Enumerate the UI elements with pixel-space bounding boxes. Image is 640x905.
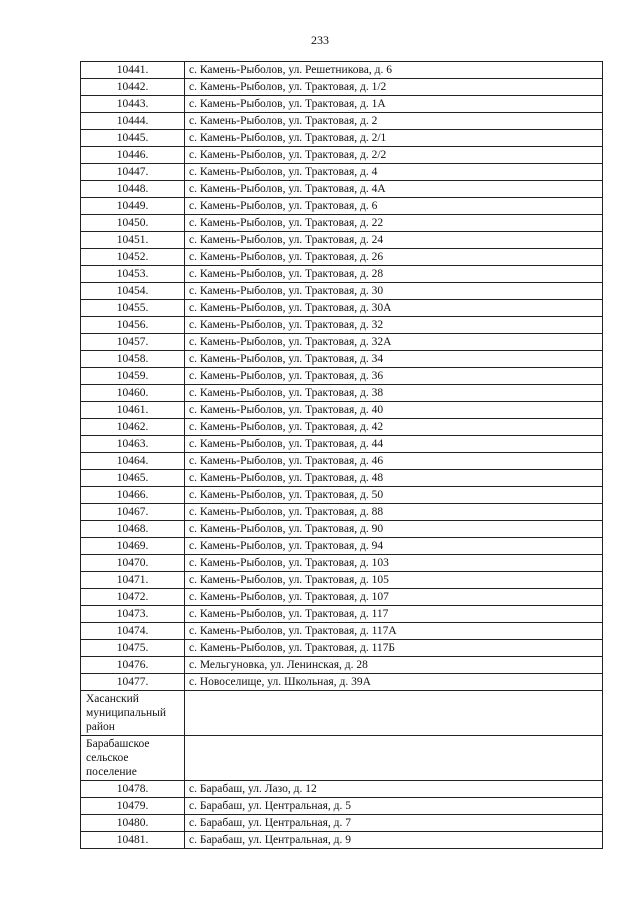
- row-number: 10441.: [81, 62, 185, 79]
- table-row: [81, 96, 603, 113]
- row-number: 10457.: [81, 334, 185, 351]
- address-cell: с. Камень-Рыболов, ул. Трактовая, д. 36: [185, 368, 603, 385]
- table-row: [81, 385, 603, 402]
- table-row: [81, 300, 603, 317]
- table-row: [81, 832, 603, 849]
- table-row: [81, 521, 603, 538]
- group-row-municipal-district: [81, 691, 603, 736]
- table-row: [81, 538, 603, 555]
- row-number: 10458.: [81, 351, 185, 368]
- row-number: 10447.: [81, 164, 185, 181]
- municipal-district-line-3: район: [86, 721, 115, 733]
- address-cell: с. Камень-Рыболов, ул. Трактовая, д. 48: [185, 470, 603, 487]
- row-number: 10468.: [81, 521, 185, 538]
- table-row: [81, 453, 603, 470]
- table-row: [81, 487, 603, 504]
- address-cell: с. Камень-Рыболов, ул. Трактовая, д. 4А: [185, 181, 603, 198]
- row-number: 10475.: [81, 640, 185, 657]
- row-number: 10470.: [81, 555, 185, 572]
- table-row: [81, 147, 603, 164]
- table-row: [81, 504, 603, 521]
- row-number: 10443.: [81, 96, 185, 113]
- settlement-label: [81, 736, 185, 781]
- address-cell: с. Камень-Рыболов, ул. Трактовая, д. 30А: [185, 300, 603, 317]
- table-row: [81, 623, 603, 640]
- address-cell: с. Камень-Рыболов, ул. Трактовая, д. 1А: [185, 96, 603, 113]
- table-row: [81, 815, 603, 832]
- table-row: [81, 798, 603, 815]
- address-cell: с. Камень-Рыболов, ул. Трактовая, д. 28: [185, 266, 603, 283]
- address-cell: с. Камень-Рыболов, ул. Трактовая, д. 46: [185, 453, 603, 470]
- row-number: 10442.: [81, 79, 185, 96]
- address-cell: с. Камень-Рыболов, ул. Трактовая, д. 117Б: [185, 640, 603, 657]
- row-number: 10481.: [81, 832, 185, 849]
- table-row: [81, 113, 603, 130]
- address-cell: с. Камень-Рыболов, ул. Трактовая, д. 32: [185, 317, 603, 334]
- table-row: [81, 368, 603, 385]
- address-cell: с. Камень-Рыболов, ул. Трактовая, д. 2: [185, 113, 603, 130]
- row-number: 10473.: [81, 606, 185, 623]
- table-row: [81, 266, 603, 283]
- municipal-district-line-2: муниципальный: [86, 707, 167, 719]
- address-cell: с. Камень-Рыболов, ул. Трактовая, д. 42: [185, 419, 603, 436]
- address-cell: с. Камень-Рыболов, ул. Трактовая, д. 103: [185, 555, 603, 572]
- table-row: [81, 164, 603, 181]
- row-number: 10463.: [81, 436, 185, 453]
- address-cell: с. Камень-Рыболов, ул. Трактовая, д. 24: [185, 232, 603, 249]
- table-row: [81, 606, 603, 623]
- address-cell: с. Камень-Рыболов, ул. Трактовая, д. 88: [185, 504, 603, 521]
- table-row: [81, 674, 603, 691]
- row-number: 10459.: [81, 368, 185, 385]
- empty-cell: [185, 691, 603, 736]
- address-cell: с. Камень-Рыболов, ул. Трактовая, д. 6: [185, 198, 603, 215]
- address-cell: с. Камень-Рыболов, ул. Трактовая, д. 117А: [185, 623, 603, 640]
- address-cell: с. Мельгуновка, ул. Ленинская, д. 28: [185, 657, 603, 674]
- table-row: [81, 351, 603, 368]
- address-cell: с. Камень-Рыболов, ул. Трактовая, д. 1/2: [185, 79, 603, 96]
- address-cell: с. Камень-Рыболов, ул. Трактовая, д. 4: [185, 164, 603, 181]
- address-cell: с. Барабаш, ул. Лазо, д. 12: [185, 781, 603, 798]
- row-number: 10478.: [81, 781, 185, 798]
- address-cell: с. Камень-Рыболов, ул. Трактовая, д. 105: [185, 572, 603, 589]
- row-number: 10466.: [81, 487, 185, 504]
- address-cell: с. Камень-Рыболов, ул. Трактовая, д. 50: [185, 487, 603, 504]
- row-number: 10472.: [81, 589, 185, 606]
- page-number: 233: [311, 33, 329, 47]
- address-cell: с. Камень-Рыболов, ул. Трактовая, д. 107: [185, 589, 603, 606]
- row-number: 10445.: [81, 130, 185, 147]
- address-cell: с. Камень-Рыболов, ул. Трактовая, д. 38: [185, 385, 603, 402]
- address-cell: с. Камень-Рыболов, ул. Трактовая, д. 94: [185, 538, 603, 555]
- address-cell: с. Камень-Рыболов, ул. Трактовая, д. 32А: [185, 334, 603, 351]
- address-cell: с. Барабаш, ул. Центральная, д. 5: [185, 798, 603, 815]
- table-row: [81, 249, 603, 266]
- row-number: 10451.: [81, 232, 185, 249]
- address-cell: с. Камень-Рыболов, ул. Трактовая, д. 34: [185, 351, 603, 368]
- table-row: [81, 317, 603, 334]
- table-row: [81, 198, 603, 215]
- row-number: 10464.: [81, 453, 185, 470]
- table-row: [81, 62, 603, 79]
- row-number: 10476.: [81, 657, 185, 674]
- table-row: [81, 402, 603, 419]
- settlement-line-1: Барабашское: [86, 738, 150, 750]
- address-registry-table: [80, 61, 603, 849]
- row-number: 10474.: [81, 623, 185, 640]
- table-row: [81, 232, 603, 249]
- registry-rows-bottom: [81, 781, 603, 849]
- registry-group-rows: [81, 691, 603, 781]
- table-row: [81, 781, 603, 798]
- address-cell: с. Камень-Рыболов, ул. Трактовая, д. 2/2: [185, 147, 603, 164]
- row-number: 10461.: [81, 402, 185, 419]
- table-row: [81, 555, 603, 572]
- settlement-line-3: поселение: [86, 766, 137, 778]
- row-number: 10480.: [81, 815, 185, 832]
- row-number: 10456.: [81, 317, 185, 334]
- table-row: [81, 640, 603, 657]
- row-number: 10465.: [81, 470, 185, 487]
- row-number: 10471.: [81, 572, 185, 589]
- row-number: 10454.: [81, 283, 185, 300]
- settlement-line-2: сельское: [86, 752, 129, 764]
- row-number: 10453.: [81, 266, 185, 283]
- address-cell: с. Камень-Рыболов, ул. Трактовая, д. 2/1: [185, 130, 603, 147]
- table-row: [81, 181, 603, 198]
- row-number: 10479.: [81, 798, 185, 815]
- address-cell: с. Камень-Рыболов, ул. Трактовая, д. 44: [185, 436, 603, 453]
- row-number: 10448.: [81, 181, 185, 198]
- table-row: [81, 79, 603, 96]
- row-number: 10460.: [81, 385, 185, 402]
- row-number: 10446.: [81, 147, 185, 164]
- row-number: 10455.: [81, 300, 185, 317]
- table-row: [81, 419, 603, 436]
- row-number: 10450.: [81, 215, 185, 232]
- address-cell: с. Камень-Рыболов, ул. Трактовая, д. 90: [185, 521, 603, 538]
- row-number: 10469.: [81, 538, 185, 555]
- group-row-settlement: [81, 736, 603, 781]
- row-number: 10462.: [81, 419, 185, 436]
- row-number: 10477.: [81, 674, 185, 691]
- table-row: [81, 436, 603, 453]
- row-number: 10452.: [81, 249, 185, 266]
- table-row: [81, 572, 603, 589]
- address-cell: с. Барабаш, ул. Центральная, д. 7: [185, 815, 603, 832]
- table-row: [81, 130, 603, 147]
- table-row: [81, 283, 603, 300]
- row-number: 10449.: [81, 198, 185, 215]
- address-cell: с. Барабаш, ул. Центральная, д. 9: [185, 832, 603, 849]
- address-cell: с. Камень-Рыболов, ул. Трактовая, д. 22: [185, 215, 603, 232]
- address-cell: с. Камень-Рыболов, ул. Трактовая, д. 26: [185, 249, 603, 266]
- address-cell: с. Камень-Рыболов, ул. Трактовая, д. 117: [185, 606, 603, 623]
- registry-rows-top: [81, 62, 603, 691]
- empty-cell: [185, 736, 603, 781]
- table-row: [81, 334, 603, 351]
- table-row: [81, 470, 603, 487]
- table-row: [81, 589, 603, 606]
- row-number: 10444.: [81, 113, 185, 130]
- municipal-district-line-1: Хасанский: [86, 693, 139, 705]
- row-number: 10467.: [81, 504, 185, 521]
- address-cell: с. Новоселище, ул. Школьная, д. 39А: [185, 674, 603, 691]
- address-cell: с. Камень-Рыболов, ул. Трактовая, д. 40: [185, 402, 603, 419]
- address-cell: с. Камень-Рыболов, ул. Трактовая, д. 30: [185, 283, 603, 300]
- municipal-district-label: [81, 691, 185, 736]
- table-row: [81, 657, 603, 674]
- address-cell: с. Камень-Рыболов, ул. Решетникова, д. 6: [185, 62, 603, 79]
- table-row: [81, 215, 603, 232]
